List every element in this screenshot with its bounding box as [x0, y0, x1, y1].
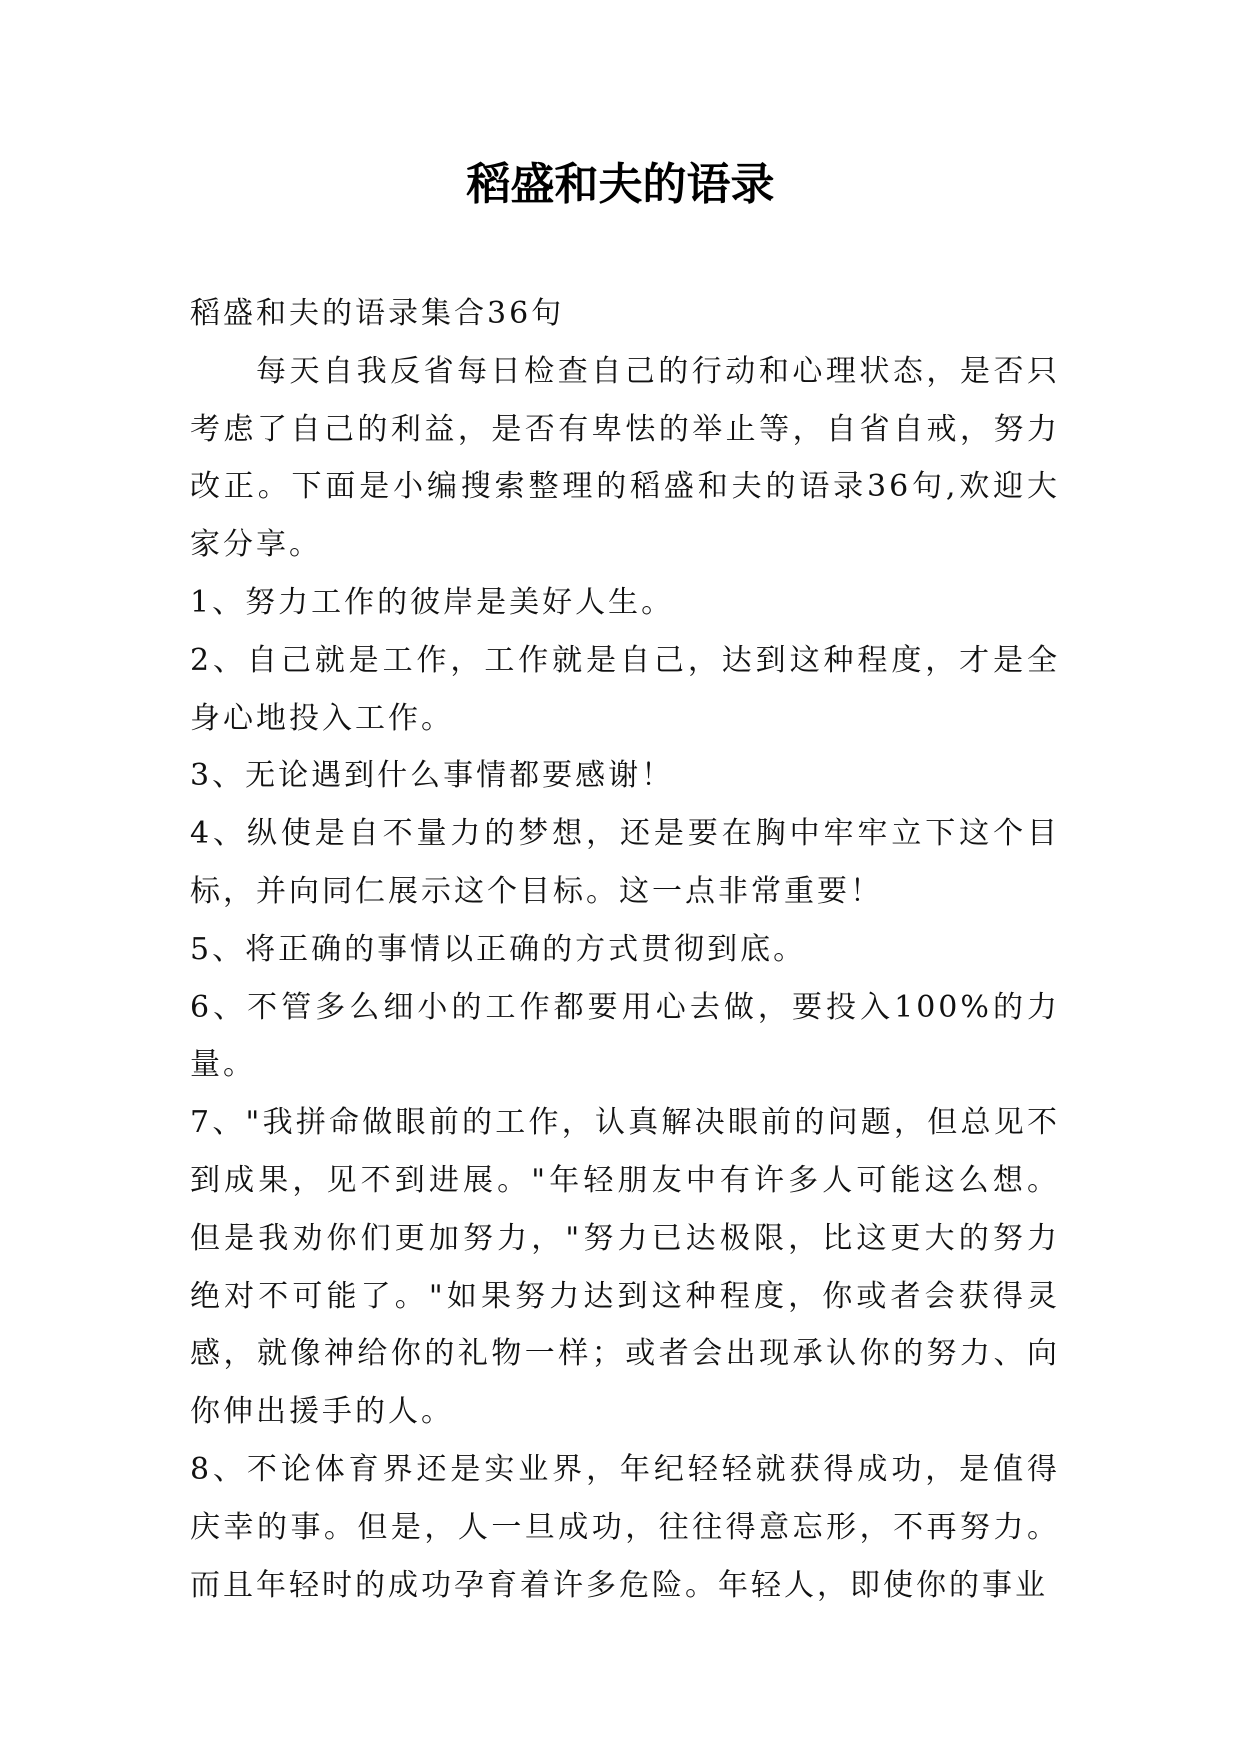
quote-item-4: 4、纵使是自不量力的梦想，还是要在胸中牢牢立下这个目标，并向同仁展示这个目标。这一点非常重要！ [190, 816, 1060, 909]
document-title: 稻盛和夫的语录 [466, 159, 775, 210]
subtitle-line: 稻盛和夫的语录集合36句 [190, 296, 565, 331]
quote-item-3: 3、无论遇到什么事情都要感谢！ [190, 758, 675, 794]
quote-item-2: 2、自己就是工作，工作就是自己，达到这种程度，才是全身心地投入工作。 [190, 642, 1060, 736]
intro-paragraph: 每天自我反省每日检查自己的行动和心理状态，是否只考虑了自己的利益，是否有卑怯的举止等，自省自戒，努力改正。下面是小编搜索整理的稻盛和夫的语录36句,欢迎大家分享。 [190, 353, 1060, 563]
quote-item-6: 6、不管多么细小的工作都要用心去做，要投入100%的力量。 [190, 989, 1060, 1083]
quote-item-1: 1、努力工作的彼岸是美好人生。 [190, 584, 675, 620]
document-body [190, 285, 1060, 1614]
quote-item-8: 8、不论体育界还是实业界，年纪轻轻就获得成功，是值得庆幸的事。但是，人一旦成功，往往得意忘形，不再努力。而且年轻时的成功孕育着许多危险。年轻人，即使你的事业 [190, 1451, 1060, 1603]
quote-item-5: 5、将正确的事情以正确的方式贯彻到底。 [190, 931, 807, 967]
quote-item-7: 7、"我拼命做眼前的工作，认真解决眼前的问题，但总见不到成果，见不到进展。"年轻朋友中有许多人可能这么想。但是我劝你们更加努力，"努力已达极限，比这更大的努力绝对不可能了。"如果努力达到这种程度，你或者会获得灵感，就像神给你的礼物一样；或者会出现承认你的努力、向你伸出援手的人。 [190, 1105, 1060, 1430]
